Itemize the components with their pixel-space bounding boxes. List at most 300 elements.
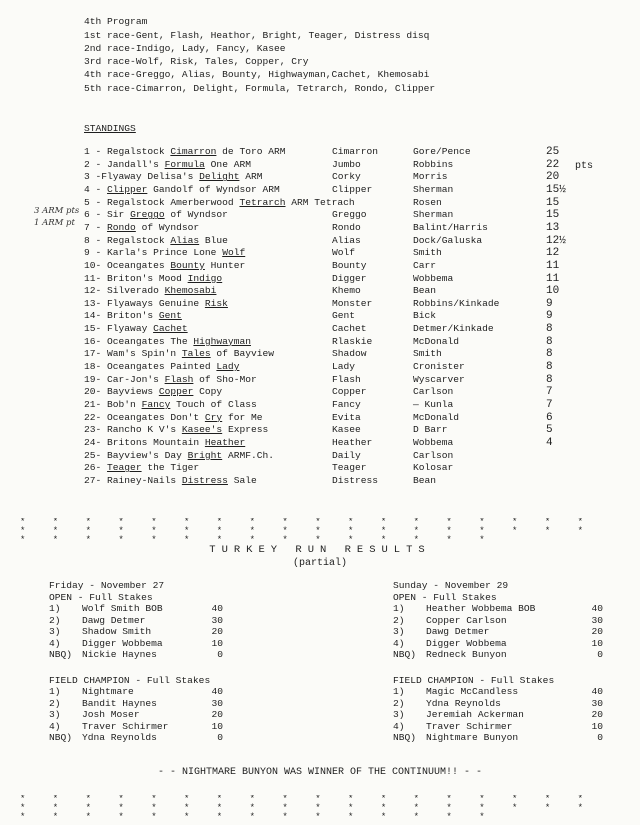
call-name-underlined: Tetrarch xyxy=(239,196,286,208)
dog-registered-name xyxy=(84,349,274,359)
standings-row xyxy=(0,147,640,159)
dog-name: Digger Wobbema xyxy=(82,637,163,649)
dog-name: Redneck Bunyon xyxy=(426,649,507,660)
points: 0 xyxy=(597,649,603,660)
dog-registered-name xyxy=(84,425,268,435)
standings-row xyxy=(0,248,640,260)
sunday-results xyxy=(393,581,603,745)
dog-registered-name xyxy=(84,274,222,284)
name-prefix: 13- Flyaways Genuine xyxy=(84,297,205,309)
dog-registered-name xyxy=(84,172,263,182)
owner-name: Carlson xyxy=(413,449,454,461)
call-name-underlined: Fancy xyxy=(141,399,171,410)
points: 10 xyxy=(591,720,603,732)
result-line xyxy=(393,687,603,699)
name-suffix: Sale xyxy=(227,474,257,486)
name-prefix: 11- Briton's Mood xyxy=(84,272,188,284)
points: 40 xyxy=(211,603,223,614)
points: 40 xyxy=(211,686,223,697)
place: 2) xyxy=(393,697,405,709)
owner-name: Gore/Pence xyxy=(413,146,471,157)
name-suffix: Gandolf of Wyndsor ARM xyxy=(147,183,280,195)
standings-row xyxy=(0,311,640,323)
result-line xyxy=(49,733,239,745)
points: 7 xyxy=(546,386,553,399)
place: 2) xyxy=(393,614,405,626)
owner-name: Sherman xyxy=(413,183,454,195)
standings-row xyxy=(0,236,640,248)
standings-row xyxy=(0,476,640,488)
place: NBQ) xyxy=(49,732,73,743)
result-line xyxy=(393,650,603,662)
standings-row xyxy=(0,299,640,311)
pts-label: pts xyxy=(575,161,594,172)
standings-row xyxy=(0,198,640,210)
call-name-underlined: Gent xyxy=(158,310,182,322)
name-suffix: de Toro ARM xyxy=(216,146,286,157)
call-name-underlined: Kasee's xyxy=(181,424,223,436)
owner-name: Bean xyxy=(413,285,437,297)
standings-row xyxy=(0,274,640,286)
place: 3) xyxy=(49,626,61,637)
points: 15 xyxy=(546,196,560,209)
dog-call-name: Corky xyxy=(332,171,361,183)
call-name-underlined: Cimarron xyxy=(170,146,217,157)
place: 3) xyxy=(49,709,61,720)
friday-date: Friday - November 27 xyxy=(49,580,165,591)
dog-name: Shadow Smith xyxy=(82,626,152,637)
name-suffix: of Wyndsor xyxy=(135,221,200,233)
standings-row xyxy=(0,324,640,336)
dog-name: Nickie Haynes xyxy=(82,649,157,660)
name-suffix: Express xyxy=(222,424,269,436)
name-suffix: ARM Tetrach xyxy=(285,196,355,208)
result-line xyxy=(49,627,239,639)
place: NBQ) xyxy=(393,732,417,743)
standings-row xyxy=(0,375,640,387)
place: 1) xyxy=(393,603,405,614)
name-prefix: 21- Bob'n xyxy=(84,399,142,410)
place: 1) xyxy=(49,686,61,697)
name-suffix: Copy xyxy=(193,386,223,398)
call-name-underlined: Indigo xyxy=(187,272,223,284)
place: 2) xyxy=(49,697,61,709)
sunday-open-list xyxy=(393,604,603,662)
place: 4) xyxy=(49,637,61,649)
standings-row xyxy=(0,425,640,437)
call-name-underlined: Lady xyxy=(216,361,240,373)
points: 20 xyxy=(211,709,223,720)
points: 30 xyxy=(211,614,223,626)
name-prefix: 26- xyxy=(84,462,108,474)
name-prefix: 10- Oceangates xyxy=(84,259,171,271)
name-prefix: 5 - Regalstock Amerberwood xyxy=(84,196,240,208)
points: 10 xyxy=(211,720,223,732)
dog-call-name: Digger xyxy=(332,272,367,284)
dog-registered-name xyxy=(84,387,222,397)
points: 8 xyxy=(546,323,553,336)
name-prefix: 15- Flyaway xyxy=(84,323,154,335)
call-name-underlined: Flash xyxy=(164,373,194,385)
friday-open-heading: OPEN - Full Stakes xyxy=(49,591,153,603)
name-suffix: ARMF.Ch. xyxy=(222,449,275,461)
dog-registered-name xyxy=(84,463,199,473)
dog-call-name: Rlaskie xyxy=(332,335,373,347)
name-prefix: 14- Briton's xyxy=(84,310,159,322)
owner-name: Carlson xyxy=(413,386,454,398)
dog-registered-name xyxy=(84,261,245,271)
dog-registered-name xyxy=(84,337,251,347)
name-prefix: 4 - xyxy=(84,183,108,195)
standings-row xyxy=(0,387,640,399)
result-line xyxy=(49,687,239,699)
place: 2) xyxy=(49,614,61,626)
name-prefix: 27- Rainey-Nails xyxy=(84,474,182,486)
points: 15 xyxy=(546,209,560,222)
call-name-underlined: Bounty xyxy=(170,259,205,271)
race-line: 4th race-Greggo, Alias, Bounty, Highwayman,Cachet, Khemosabi xyxy=(84,69,430,80)
points: 9 xyxy=(546,297,553,310)
dog-registered-name xyxy=(84,311,182,321)
dog-call-name: Alias xyxy=(332,234,361,246)
friday-open-list xyxy=(49,604,239,662)
dog-name: Magic McCandless xyxy=(426,686,519,697)
friday-fc-heading: FIELD CHAMPION - Full Stakes xyxy=(49,674,211,686)
dog-name: Dawg Detmer xyxy=(426,626,490,637)
result-line xyxy=(393,733,603,745)
owner-name: Wobbema xyxy=(413,272,454,284)
name-prefix: 18- Oceangates Painted xyxy=(84,361,217,373)
dog-call-name: Fancy xyxy=(332,399,361,410)
dog-call-name: Clipper xyxy=(332,183,373,195)
place: 3) xyxy=(393,709,405,720)
name-prefix: 7 - xyxy=(84,221,108,233)
dog-call-name: Gent xyxy=(332,310,356,322)
race-line: 1st race-Gent, Flash, Heathor, Bright, Teager, Distress disq xyxy=(84,30,430,41)
points: 0 xyxy=(217,732,223,743)
standings-row xyxy=(0,337,640,349)
race-line: 2nd race-Indigo, Lady, Fancy, Kasee xyxy=(84,43,286,54)
name-prefix: 19- Car-Jon's xyxy=(84,373,165,385)
results-title: TURKEY RUN RESULTS xyxy=(209,544,431,556)
name-prefix: 3 -Flyaway Delisa's xyxy=(84,171,200,183)
dog-name: Nightmare Bunyon xyxy=(426,732,519,743)
points: 10 xyxy=(211,637,223,649)
points: 40 xyxy=(591,603,603,614)
call-name-underlined: Khemosabi xyxy=(164,285,217,297)
points: 10 xyxy=(546,285,560,298)
result-line xyxy=(393,627,603,639)
dog-name: Wolf Smith BOB xyxy=(82,603,163,614)
name-suffix: Hunter xyxy=(204,259,246,271)
call-name-underlined: Delight xyxy=(199,171,240,183)
dog-call-name: Greggo xyxy=(332,209,367,221)
standings-row xyxy=(0,223,640,235)
owner-name: Balint/Harris xyxy=(413,221,488,233)
points: 8 xyxy=(546,348,553,361)
place: 4) xyxy=(49,720,61,732)
name-prefix: 1 - Regalstock xyxy=(84,146,171,157)
dog-call-name: Kasee xyxy=(332,424,361,436)
dog-name: Traver Schirmer xyxy=(426,720,513,732)
standings-row xyxy=(0,451,640,463)
standings-row xyxy=(0,210,640,222)
call-name-underlined: Greggo xyxy=(130,209,165,221)
dog-registered-name xyxy=(84,400,257,410)
call-name-underlined: Tales xyxy=(181,348,211,360)
name-suffix: of Wyndsor xyxy=(164,209,228,221)
dog-registered-name xyxy=(84,147,286,157)
dog-registered-name xyxy=(84,198,355,208)
standings-row xyxy=(0,362,640,374)
standings-row xyxy=(0,172,640,184)
dog-registered-name xyxy=(84,299,228,309)
friday-fc-list xyxy=(49,687,239,745)
points: 30 xyxy=(211,697,223,709)
dog-registered-name xyxy=(84,160,251,170)
dog-name: Digger Wobbema xyxy=(426,637,507,649)
points: 11 xyxy=(546,272,560,285)
dog-call-name: Daily xyxy=(332,449,361,461)
dog-name: Dawg Detmer xyxy=(82,614,146,626)
program-heading: 4th Program xyxy=(84,16,148,27)
owner-name: Smith xyxy=(413,247,442,259)
place: 1) xyxy=(393,686,405,697)
dog-registered-name xyxy=(84,248,245,258)
call-name-underlined: Heather xyxy=(204,436,246,448)
name-prefix: 6 - Sir xyxy=(84,209,131,221)
points: 4 xyxy=(546,436,553,449)
dog-call-name: Lady xyxy=(332,361,356,373)
dog-call-name: Khemo xyxy=(332,285,361,297)
points: 0 xyxy=(597,732,603,743)
points: 9 xyxy=(546,310,553,323)
place: NBQ) xyxy=(393,649,417,660)
name-prefix: 12- Silverado xyxy=(84,285,165,297)
points: 12½ xyxy=(546,234,566,247)
dog-registered-name xyxy=(84,476,257,486)
name-suffix: One ARM xyxy=(204,158,251,170)
call-name-underlined: Alias xyxy=(170,234,200,246)
dog-call-name: Cimarron xyxy=(332,146,379,157)
dog-name: Nightmare xyxy=(82,686,134,697)
place: NBQ) xyxy=(49,649,73,660)
call-name-underlined: Copper xyxy=(158,386,194,398)
owner-name: Dock/Galuska xyxy=(413,234,483,246)
result-line xyxy=(49,650,239,662)
standings-row xyxy=(0,463,640,475)
results-subtitle: (partial) xyxy=(292,558,347,569)
owner-name: Detmer/Kinkade xyxy=(413,323,494,335)
dog-registered-name xyxy=(84,375,257,385)
dog-registered-name xyxy=(84,286,216,296)
points: 8 xyxy=(546,373,553,386)
standings-row xyxy=(0,261,640,273)
sunday-fc-heading: FIELD CHAMPION - Full Stakes xyxy=(393,674,555,686)
dog-registered-name xyxy=(84,324,188,334)
call-name-underlined: Cachet xyxy=(153,323,188,335)
name-prefix: 16- Oceangates The xyxy=(84,335,194,347)
name-prefix: 2 - Jandall's xyxy=(84,158,165,170)
race-line: 5th race-Cimarron, Delight, Formula, Tetrarch, Rondo, Clipper xyxy=(84,83,436,94)
standings-row xyxy=(0,160,640,172)
points: 40 xyxy=(591,686,603,697)
points: 10 xyxy=(591,637,603,649)
owner-name: Wobbema xyxy=(413,436,454,448)
standings-title: STANDINGS xyxy=(84,123,136,134)
dog-name: Ydna Reynolds xyxy=(82,732,157,743)
points: 20 xyxy=(211,626,223,637)
points: 8 xyxy=(546,361,553,374)
name-prefix: 9 - Karla's Prince Lone xyxy=(84,247,223,259)
points: 20 xyxy=(546,171,560,184)
points: 13 xyxy=(546,221,560,234)
place: 4) xyxy=(393,720,405,732)
dog-registered-name xyxy=(84,223,199,233)
points: 22 xyxy=(546,158,560,171)
name-prefix: 17- Wam's Spin'n xyxy=(84,348,182,360)
dog-call-name: Copper xyxy=(332,386,367,398)
sunday-fc-list xyxy=(393,687,603,745)
call-name-underlined: Distress xyxy=(181,474,228,486)
points: 12 xyxy=(546,247,560,260)
points: 30 xyxy=(591,697,603,709)
dog-registered-name xyxy=(84,210,228,220)
owner-name: Wyscarver xyxy=(413,373,465,385)
owner-name: Sherman xyxy=(413,209,454,221)
place: 1) xyxy=(49,603,61,614)
owner-name: Kolosar xyxy=(413,462,454,474)
handwritten-note: 3 ARM pts xyxy=(34,206,80,216)
dog-call-name: Wolf xyxy=(332,247,356,259)
standings-row xyxy=(0,438,640,450)
owner-name: Morris xyxy=(413,171,448,183)
points: 0 xyxy=(217,649,223,660)
call-name-underlined: Formula xyxy=(164,158,205,170)
dog-call-name: Evita xyxy=(332,411,361,423)
result-line xyxy=(49,604,239,616)
call-name-underlined: Wolf xyxy=(222,247,246,259)
dog-call-name: Heather xyxy=(332,436,373,448)
dog-name: Josh Moser xyxy=(82,709,140,720)
name-suffix: Blue xyxy=(199,234,228,246)
dog-registered-name xyxy=(84,362,239,372)
name-prefix: 25- Bayview's Day xyxy=(84,449,188,461)
name-prefix: 22- Oceangates Don't xyxy=(84,411,205,423)
race-line: 3rd race-Wolf, Risk, Tales, Copper, Cry xyxy=(84,56,309,67)
call-name-underlined: Rondo xyxy=(107,221,136,233)
dog-call-name: Teager xyxy=(332,462,367,474)
owner-name: Carr xyxy=(413,259,437,271)
sunday-open-heading: OPEN - Full Stakes xyxy=(393,591,497,603)
dog-call-name: Jumbo xyxy=(332,158,361,170)
name-suffix: the Tiger xyxy=(141,462,200,474)
dog-call-name: Distress xyxy=(332,474,379,486)
standings-row xyxy=(0,349,640,361)
dog-call-name: Cachet xyxy=(332,323,367,335)
dog-call-name: Monster xyxy=(332,297,373,309)
points: 25 xyxy=(546,146,560,158)
name-suffix: for Me xyxy=(222,411,263,423)
dog-registered-name xyxy=(84,438,245,448)
owner-name: McDonald xyxy=(413,411,460,423)
owner-name: Smith xyxy=(413,348,442,360)
dog-registered-name xyxy=(84,451,274,461)
dog-registered-name xyxy=(84,185,280,195)
result-line xyxy=(393,616,603,628)
place: 3) xyxy=(393,626,405,637)
name-prefix: 20- Bayviews xyxy=(84,386,159,398)
points: 7 xyxy=(546,399,553,411)
owner-name: D Barr xyxy=(413,424,448,436)
call-name-underlined: Risk xyxy=(204,297,228,309)
friday-results xyxy=(49,581,239,745)
points: 11 xyxy=(546,259,560,272)
dog-name: Bandit Haynes xyxy=(82,697,157,709)
name-suffix: Touch of Class xyxy=(170,399,257,410)
name-suffix: of Sho-Mor xyxy=(193,373,257,385)
owner-name: McDonald xyxy=(413,335,460,347)
call-name-underlined: Cry xyxy=(204,411,223,423)
name-prefix: 23- Rancho K V's xyxy=(84,424,182,436)
name-suffix: ARM xyxy=(239,171,263,183)
separator-stars: * * * * * * * * * * * * * * * * * * * * * * * * * * * * * * * * * * * * * * * * * * * * * * * * * * * xyxy=(20,518,595,545)
dog-registered-name xyxy=(84,236,228,246)
standings-row xyxy=(0,185,640,197)
owner-name: Rosen xyxy=(413,196,442,208)
owner-name: Bean xyxy=(413,474,437,486)
owner-name: Cronister xyxy=(413,361,465,373)
name-prefix: 24- Britons Mountain xyxy=(84,436,205,448)
points: 6 xyxy=(546,411,553,424)
call-name-underlined: Bright xyxy=(187,449,223,461)
points: 30 xyxy=(591,614,603,626)
owner-name: — Kunla xyxy=(413,399,454,410)
dog-name: Traver Schirmer xyxy=(82,720,169,732)
owner-name: Robbins xyxy=(413,158,454,170)
dog-call-name: Flash xyxy=(332,373,361,385)
points: 20 xyxy=(591,626,603,637)
call-name-underlined: Clipper xyxy=(107,183,148,195)
dog-call-name: Shadow xyxy=(332,348,367,360)
owner-name: Bick xyxy=(413,310,437,322)
call-name-underlined: Teager xyxy=(107,462,142,474)
dog-name: Copper Carlson xyxy=(426,614,507,626)
result-line xyxy=(393,604,603,616)
result-line xyxy=(49,710,239,722)
points: 5 xyxy=(546,424,553,437)
points: 15½ xyxy=(546,183,566,196)
dog-call-name: Bounty xyxy=(332,259,367,271)
name-suffix: of Bayview xyxy=(210,348,275,360)
separator-stars: * * * * * * * * * * * * * * * * * * * * * * * * * * * * * * * * * * * * * * * * * * * * * * * * * * * xyxy=(20,795,595,822)
continuum-note: - - NIGHTMARE BUNYON WAS WINNER OF THE CONTINUUM!! - - xyxy=(157,767,483,778)
sunday-date: Sunday - November 29 xyxy=(393,580,509,591)
dog-registered-name xyxy=(84,413,263,423)
name-prefix: 8 - Regalstock xyxy=(84,234,171,246)
handwritten-note: 1 ARM pt xyxy=(34,218,75,228)
dog-call-name: Rondo xyxy=(332,221,361,233)
result-line xyxy=(393,710,603,722)
standings-row xyxy=(0,413,640,425)
dog-name: Jeremiah Ackerman xyxy=(426,709,524,720)
dog-name: Heather Wobbema BOB xyxy=(426,603,536,614)
call-name-underlined: Highwayman xyxy=(193,335,251,347)
standings-row xyxy=(0,400,640,412)
dog-name: Ydna Reynolds xyxy=(426,697,501,709)
points: 8 xyxy=(546,335,553,348)
place: 4) xyxy=(393,637,405,649)
